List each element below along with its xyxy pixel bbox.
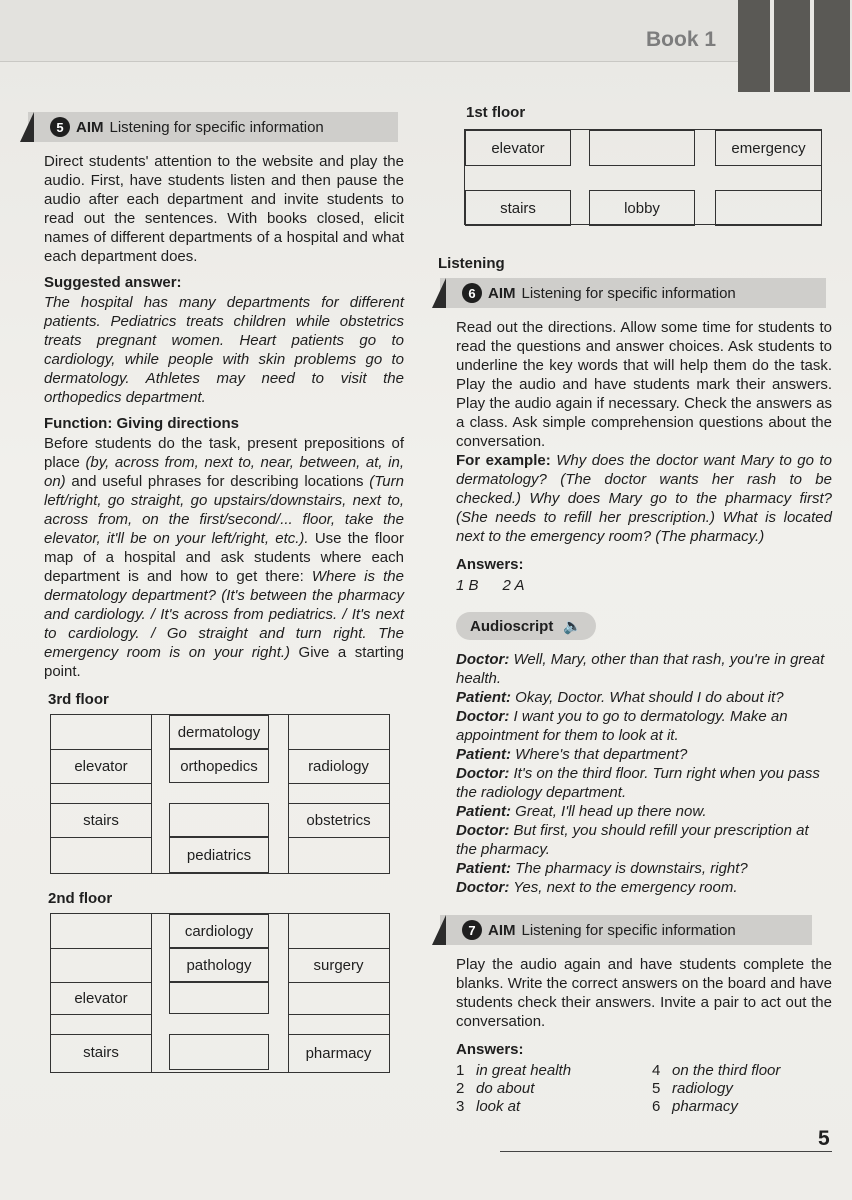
dialog-text: I want you to go to dermatology. Make an appointment for them to look at it. — [456, 708, 788, 744]
dialog-text: Yes, next to the emergency room. — [509, 879, 738, 896]
room-stairs: stairs — [83, 1043, 119, 1061]
dialog-text: Great, I'll head up there now. — [511, 803, 707, 820]
flag-icon — [432, 915, 446, 945]
suggested-heading: Suggested answer: — [44, 274, 182, 291]
answer-text: in great health — [476, 1062, 572, 1079]
floor-3-title: 3rd floor — [48, 691, 109, 708]
func-part: (Turn left/right, go straight, go upstairs/downstairs, next to, across from, on the first/second/... floor, take the elevator, it'll be on your left/right, etc.). — [44, 473, 404, 547]
dialog-line — [456, 707, 832, 745]
function-heading: Function: Giving directions — [44, 415, 239, 432]
section-6-text: Read out the directions. Allow some time for students to read the questions and answer choices. Ask students to underline the key words that will help them do the task. Play the audio and have students mark their answers. Play the audio again if necessary. Check the answers as a class. Ask simple comprehension questions about the conversation. — [456, 319, 832, 450]
dialog-line — [456, 650, 832, 688]
dialog-text: Okay, Doctor. What should I do about it? — [511, 689, 784, 706]
room-orthopedics: orthopedics — [169, 749, 269, 783]
aim-title: Listening for specific information — [109, 118, 324, 136]
section-7-text: Play the audio again and have students complete the blanks. Write the correct answers on the board and have students check their answers. Invite a pair to act out the conversation. — [456, 956, 832, 1030]
function-text — [44, 434, 404, 681]
aim-label: AIM — [488, 921, 516, 939]
answer-text: pharmacy — [672, 1098, 738, 1115]
dialog-line — [456, 745, 832, 764]
page-number: 5 — [818, 1127, 830, 1150]
header-band — [0, 0, 740, 62]
dialog-speaker: Doctor: — [456, 651, 510, 668]
func-part: Give a starting point. — [44, 644, 404, 680]
floor-2-title: 2nd floor — [48, 890, 113, 907]
dialog-speaker: Patient: — [456, 803, 512, 820]
section-number: 7 — [462, 920, 482, 940]
answer-item — [456, 1080, 652, 1098]
listening-heading: Listening — [438, 255, 505, 272]
answer-number: 1 — [456, 1062, 465, 1079]
room-pharmacy: pharmacy — [305, 1044, 372, 1062]
answer-item — [652, 1062, 812, 1080]
section-7-answers — [456, 1062, 832, 1116]
room-radiology: radiology — [308, 757, 369, 775]
room-blank — [715, 190, 822, 226]
room-blank — [169, 1034, 269, 1070]
section-number: 5 — [50, 117, 70, 137]
example-label: For example: — [456, 452, 551, 469]
answer-item: 2 A — [502, 577, 525, 594]
dialog-line — [456, 764, 832, 802]
answers-heading: Answers: — [456, 1041, 524, 1058]
room-elevator: elevator — [74, 989, 128, 1007]
speaker-icon: 🔈 — [563, 618, 583, 635]
header-bars — [738, 0, 850, 92]
dialog-text: Where's that department? — [511, 746, 688, 763]
room-cardiology: cardiology — [169, 914, 269, 948]
section-6-header — [440, 278, 826, 308]
room-emergency: emergency — [715, 130, 822, 166]
room-blank — [169, 803, 269, 837]
room-obstetrics: obstetrics — [306, 811, 371, 829]
audioscript-label — [456, 612, 596, 640]
dialog-speaker: Patient: — [456, 860, 512, 877]
room-elevator: elevator — [465, 130, 571, 166]
answer-item — [652, 1098, 812, 1116]
book-label: Book 1 — [646, 28, 717, 51]
section-5-header — [28, 112, 398, 142]
dialog-line — [456, 859, 832, 878]
dialog-speaker: Doctor: — [456, 708, 510, 725]
section-6-answers — [456, 577, 832, 594]
dialog-speaker: Patient: — [456, 746, 512, 763]
flag-icon — [20, 112, 34, 142]
answer-number: 5 — [652, 1080, 661, 1097]
answers-heading: Answers: — [456, 556, 524, 573]
answer-number: 2 — [456, 1080, 465, 1097]
dialog-line — [456, 821, 832, 859]
answer-text: radiology — [672, 1080, 733, 1097]
answer-number: 3 — [456, 1098, 465, 1115]
example-text: Why does the doctor want Mary to go to dermatology? (The doctor wants her rash to be checked.) Why does Mary go to the pharmacy first? (She needs to refill her prescription.) What is located next to the emergency room? (The pharmacy.) — [456, 452, 832, 545]
func-part: Before students do the task, present prepositions of place — [44, 435, 404, 471]
room-blank — [589, 130, 695, 166]
room-elevator: elevator — [74, 757, 128, 775]
dialog-line — [456, 688, 832, 707]
floor-1-map — [464, 129, 822, 225]
section-number: 6 — [462, 283, 482, 303]
dialog-speaker: Patient: — [456, 689, 512, 706]
room-dermatology: dermatology — [169, 715, 269, 749]
func-part: Use the floor map of a hospital and ask students where each department is and how to get there: — [44, 530, 404, 585]
room-stairs: stairs — [465, 190, 571, 226]
room-pediatrics: pediatrics — [169, 837, 269, 873]
dialog-text: The pharmacy is downstairs, right? — [511, 860, 748, 877]
answer-item — [456, 1062, 652, 1080]
answer-text: on the third floor — [672, 1062, 781, 1079]
section-6-example — [456, 451, 832, 546]
left-column — [44, 112, 404, 1073]
answer-item — [456, 1098, 652, 1116]
answer-number: 4 — [652, 1062, 661, 1079]
answer-item — [652, 1080, 812, 1098]
func-part: and useful phrases for describing locations — [65, 473, 370, 490]
aim-title: Listening for specific information — [521, 921, 736, 939]
section-7-header — [440, 915, 812, 945]
answer-item: 1 B — [456, 577, 479, 594]
room-pathology: pathology — [169, 948, 269, 982]
right-column — [438, 104, 832, 1116]
func-part: Where is the dermatology department? (It's between the pharmacy and cardiology. / It's across from pediatrics. / It's next to cardiology. / Go straight and turn right. The emergency room is on your right.) — [44, 568, 404, 661]
answer-text: do about — [476, 1080, 535, 1097]
section-5-intro: Direct students' attention to the website and play the audio. First, have students listen and then pause the audio after each department and invite students to read out the sentences. With books closed, elicit names of different departments of a hospital and what each department does. — [44, 153, 404, 265]
dialog-line — [456, 878, 832, 897]
answer-number: 6 — [652, 1098, 661, 1115]
dialog-speaker: Doctor: — [456, 822, 510, 839]
room-lobby: lobby — [589, 190, 695, 226]
aim-label: AIM — [488, 284, 516, 302]
dialog-speaker: Doctor: — [456, 765, 510, 782]
dialog-text: But first, you should refill your prescription at the pharmacy. — [456, 822, 809, 858]
answer-text: look at — [476, 1098, 521, 1115]
room-blank — [169, 982, 269, 1014]
dialog-speaker: Doctor: — [456, 879, 510, 896]
flag-icon — [432, 278, 446, 308]
aim-title: Listening for specific information — [521, 284, 736, 302]
dialog-text: Well, Mary, other than that rash, you're in great health. — [456, 651, 825, 687]
audioscript-dialog — [456, 650, 832, 897]
page-rule — [500, 1151, 832, 1152]
audioscript-text: Audioscript — [470, 617, 554, 635]
floor-2-map — [50, 913, 390, 1073]
dialog-line — [456, 802, 832, 821]
room-stairs: stairs — [83, 811, 119, 829]
floor-3-map — [50, 714, 390, 874]
dialog-text: It's on the third floor. Turn right when you pass the radiology department. — [456, 765, 820, 801]
floor-1-title: 1st floor — [466, 104, 526, 121]
suggested-text: The hospital has many departments for different patients. Pediatrics treats children while obstetrics treats pregnant women. Heart patients go to cardiology, while people with skin problems go to dermatology. Athletes may need to visit the orthopedics department. — [44, 294, 404, 406]
func-part: (by, across from, next to, near, between, at, in, on) — [44, 454, 405, 490]
room-surgery: surgery — [313, 956, 364, 974]
aim-label: AIM — [76, 118, 104, 136]
